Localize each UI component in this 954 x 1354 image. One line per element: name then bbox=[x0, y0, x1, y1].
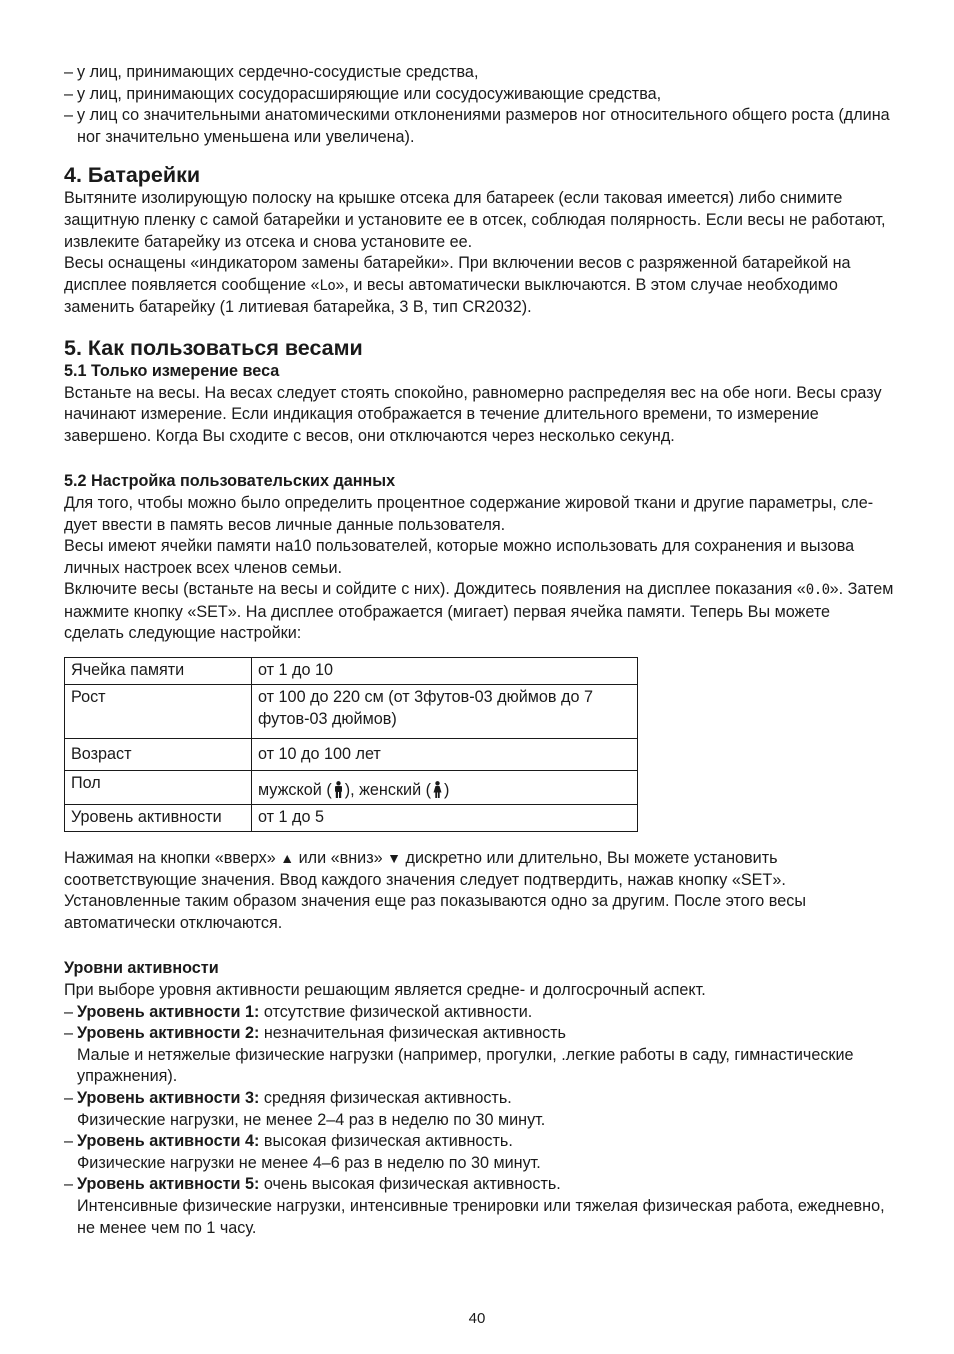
activity-level-detail: Физические нагрузки, не менее 2–4 раз в неделю по 30 минут. bbox=[77, 1110, 546, 1129]
list-item bbox=[64, 1174, 894, 1239]
table-cell-value: от 100 до 220 см (от 3футов-03 дюймов до 7 футов-03 дюймов) bbox=[252, 685, 638, 739]
activity-level-list bbox=[64, 1002, 894, 1240]
table-row bbox=[65, 771, 638, 805]
list-item bbox=[64, 1002, 894, 1024]
activity-level-text: незначительная физическая активность bbox=[259, 1024, 566, 1043]
table-cell-key: Пол bbox=[65, 771, 252, 805]
list-item bbox=[64, 1088, 894, 1131]
table-row bbox=[65, 685, 638, 739]
text-fragment: ». Затем нажмите кнопку «SET». На дисплее отображается (мигает) первая ячейка памяти. Теперь Вы можете сделать следующие настройки: bbox=[64, 580, 894, 643]
section-4-heading: 4. Батарейки bbox=[64, 163, 201, 188]
table-cell-value bbox=[252, 771, 638, 805]
intro-bullet: – у лиц, принимающих сосудорасширяющие или сосудосуживающие средства, bbox=[64, 84, 894, 106]
text-fragment: Включите весы (встаньте на весы и сойдите с них). Дождитесь появления на дисплее показания « bbox=[64, 580, 806, 599]
text-fragment: или «вниз» bbox=[298, 849, 383, 868]
text-fragment: Нажимая на кнопки «вверх» bbox=[64, 849, 276, 868]
activity-level-detail: Интенсивные физические нагрузки, интенсивные тренировки или тяжелая физическая работа, ежедневно, не менее чем по 1 часу. bbox=[77, 1196, 885, 1237]
activity-level-text: средняя физическая активность. bbox=[259, 1089, 512, 1107]
table-cell-value: от 1 до 5 bbox=[252, 805, 638, 832]
section-5-1-heading: 5.1 Только измерение веса bbox=[64, 361, 280, 380]
text-fragment: ) bbox=[444, 781, 450, 800]
table-cell-key: Рост bbox=[65, 685, 252, 739]
table-cell-key: Возраст bbox=[65, 739, 252, 771]
table-row bbox=[65, 739, 638, 771]
activity-level-label: Уровень активности 3: bbox=[77, 1089, 260, 1107]
section-5-2-paragraph-1: Для того, чтобы можно было определить процентное содержание жировой ткани и другие параметры, сле-дует ввести в память весов личные данные пользователя. bbox=[64, 493, 874, 534]
section-5-2-paragraph-3 bbox=[64, 579, 894, 645]
activity-levels-heading: Уровни активности bbox=[64, 959, 219, 978]
section-4-paragraph-1: Вытяните изолирующую полоску на крышке отсека для батареек (если таковая имеется) либо снимите защитную пленку с самой батарейки и установите ее в отсек, соблюдая полярность. Если весы не работают, извлеките батарейку из отсека и снова установите ее. bbox=[64, 189, 886, 251]
intro-bullet: – у лиц со значительными анатомическими отклонениями размеров ног относительного общего роста (длина ног значительно уменьшена или увеличена). bbox=[64, 105, 894, 148]
activity-level-text: очень высокая физическая активность. bbox=[259, 1175, 561, 1194]
section-4-paragraph-2 bbox=[64, 253, 894, 319]
section-5-1-paragraph: Встаньте на весы. На весах следует стоять спокойно, равномерно распределяя вес на обе ноги. Весы сразу начинают измерение. Если индикация отображается в течение длительного времени, то измерение завершено. Когда Вы сходите с весов, они отключаются через несколько секунд. bbox=[64, 383, 882, 445]
table-cell-value: от 10 до 100 лет bbox=[252, 739, 638, 771]
list-item bbox=[64, 1023, 894, 1088]
table-row bbox=[65, 658, 638, 685]
female-icon bbox=[433, 781, 442, 798]
section-5-heading: 5. Как пользоваться весами bbox=[64, 335, 363, 360]
settings-table bbox=[64, 657, 638, 832]
text-fragment: мужской ( bbox=[258, 781, 332, 800]
down-arrow-icon: ▼ bbox=[387, 850, 402, 867]
table-row bbox=[65, 805, 638, 832]
activity-level-text: высокая физическая активность. bbox=[259, 1132, 513, 1151]
table-cell-value: от 1 до 10 bbox=[252, 658, 638, 685]
activity-level-text: отсутствие физической активности. bbox=[259, 1002, 533, 1021]
text-fragment: Весы оснащены «индикатором замены батарейки». При включении весов с разряженной батарейкой на дисплее появляется сообщение « bbox=[64, 254, 851, 294]
page-number: 40 bbox=[468, 1310, 486, 1327]
table-cell-key: Уровень активности bbox=[65, 805, 252, 832]
page-content bbox=[64, 62, 894, 1239]
male-icon bbox=[334, 781, 343, 798]
after-table-paragraph bbox=[64, 848, 894, 934]
text-fragment: », и весы автоматически выключаются. В этом случае необходимо заменить батарейку (1 литиевая батарейка, 3 В, тип CR2032). bbox=[64, 275, 838, 317]
up-arrow-icon: ▲ bbox=[280, 850, 295, 867]
text-fragment: ), женский ( bbox=[344, 781, 432, 800]
intro-bullet-list bbox=[64, 62, 894, 148]
list-item bbox=[64, 1131, 894, 1174]
lcd-zero-indicator: 0.0 bbox=[805, 582, 830, 599]
intro-bullet: – у лиц, принимающих сердечно-сосудистые средства, bbox=[64, 62, 894, 84]
section-5-2-heading: 5.2 Настройка пользовательских данных bbox=[64, 472, 396, 491]
table-cell-key: Ячейка памяти bbox=[65, 658, 252, 685]
activity-level-detail: Физические нагрузки не менее 4–6 раз в неделю по 30 минут. bbox=[77, 1153, 541, 1172]
activity-level-label: Уровень активности 2: bbox=[77, 1024, 260, 1043]
activity-level-label: Уровень активности 1: bbox=[77, 1002, 260, 1021]
activity-level-detail: Малые и нетяжелые физические нагрузки (например, прогулки, .легкие работы в саду, гимнастические упражнения). bbox=[77, 1045, 854, 1086]
activity-level-label: Уровень активности 5: bbox=[77, 1175, 260, 1194]
text-fragment: дискретно или длительно, Вы можете установить соответствующие значения. Ввод каждого значения следует подтвердить, нажав кнопку «SET». Установленные таким образом значения еще раз показываются одно за другим. После этого весы автоматически отключаются. bbox=[64, 849, 806, 932]
activity-level-label: Уровень активности 4: bbox=[77, 1132, 260, 1151]
section-5-2-paragraph-2: Весы имеют ячейки памяти на10 пользователей, которые можно использовать для сохранения и вызова личных настроек всех членов семьи. bbox=[64, 537, 855, 577]
lcd-lo-indicator: Lo bbox=[319, 277, 336, 294]
activity-intro: При выборе уровня активности решающим является средне- и долгосрочный аспект. bbox=[64, 981, 706, 1000]
